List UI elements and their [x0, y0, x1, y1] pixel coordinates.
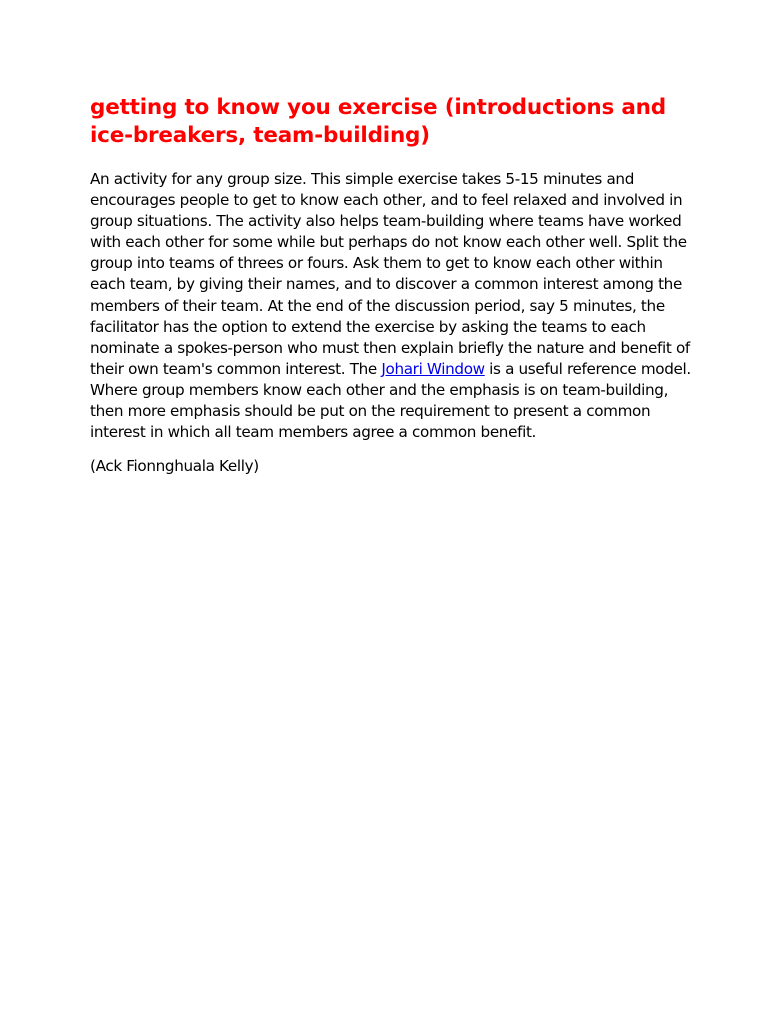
johari-window-link[interactable]: Johari Window	[381, 359, 485, 378]
acknowledgement: (Ack Fionnghuala Kelly)	[90, 457, 259, 476]
paragraph-text-before-link: An activity for any group size. This simple exercise takes 5-15 minutes and encourages people to get to know each other, and to feel relaxed and involved in group situations. The activity also helps team-building where teams have worked with each other for some while but perhaps do not know each other well. Split the group into teams of threes or fours. Ask them to get to know each other within each team, by giving their names, and to discover a common interest among the members of their team. At the end of the discussion period, say 5 minutes, the facilitator has the option to extend the exercise by asking the teams to each nominate a spokes-person who must then explain briefly the nature and benefit of their own team's common interest. The	[90, 170, 690, 378]
paragraph-text-after-link: is a useful reference model. Where group members know each other and the emphasis is on team-building, then more emphasis should be put on the requirement to present a common interest in which all team members agree a common benefit.	[90, 359, 691, 442]
document-page	[90, 94, 690, 477]
page-title: getting to know you exercise (introductions and ice-breakers, team-building)	[90, 95, 666, 148]
body-paragraph	[90, 169, 694, 443]
